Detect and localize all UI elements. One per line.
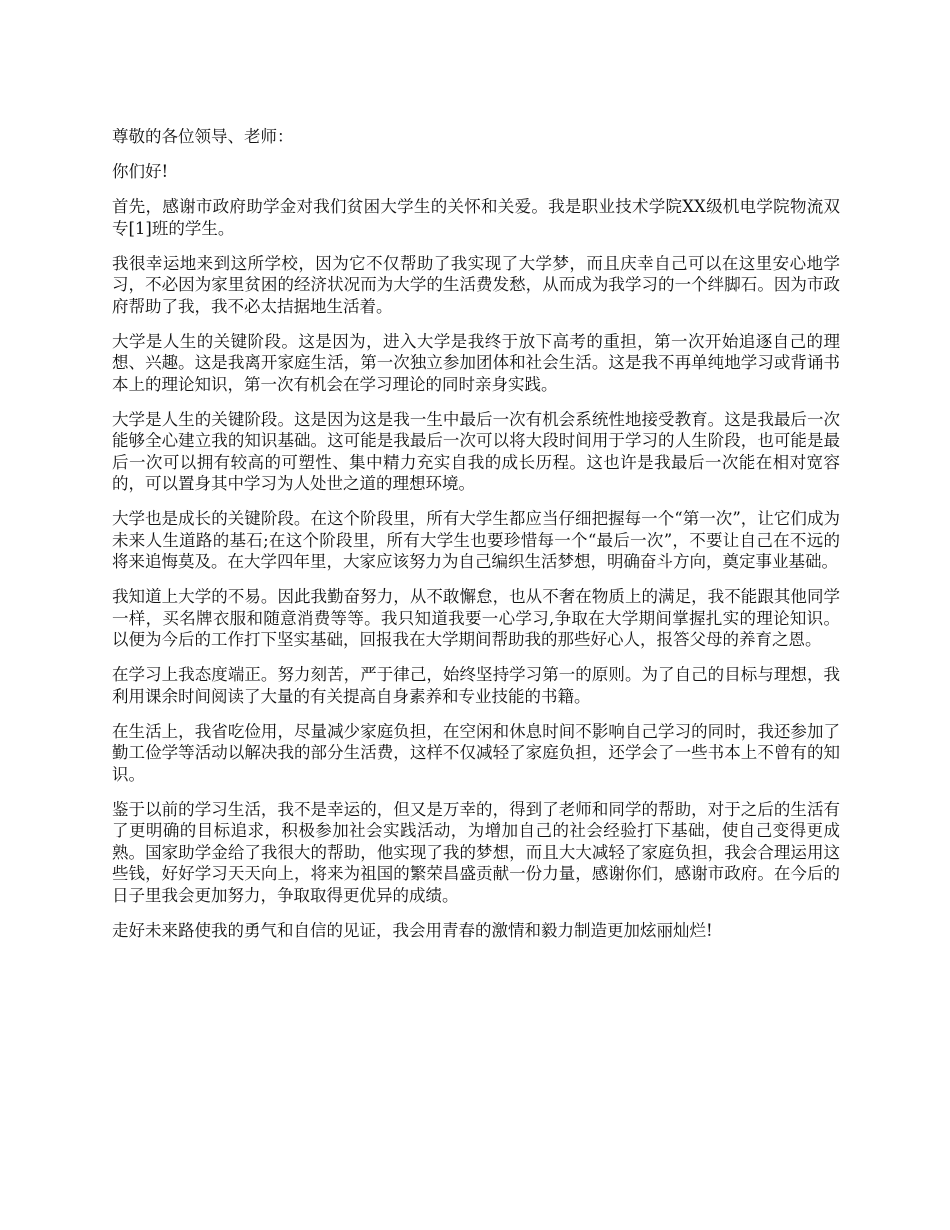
closing-paragraph: 走好未来路使我的勇气和自信的见证，我会用青春的激情和毅力制造更加炫丽灿烂! <box>112 920 713 940</box>
body-paragraph: 在生活上，我省吃俭用，尽量减少家庭负担，在空闲和休息时间不影响自己学习的同时，我还参加了勤工俭学等活动以解决我的部分生活费，这样不仅减轻了家庭负担，还学会了一些书本上不曾有的知识。 <box>112 721 840 784</box>
document-page <box>112 126 840 955</box>
body-paragraph: 我知道上大学的不易。因此我勤奋努力，从不敢懈怠，也从不奢在物质上的满足，我不能跟其他同学一样，买名牌衣服和随意消费等等。我只知道我要一心学习,争取在大学期间掌握扎实的理论知识。以便为今后的工作打下坚实基础，回报我在大学期间帮助我的那些好心人，报答父母的养育之恩。 <box>112 587 840 649</box>
salutation: 尊敬的各位领导、老师： <box>112 127 294 146</box>
body-paragraph: 鉴于以前的学习生活，我不是幸运的，但又是万幸的，得到了老师和同学的帮助，对于之后的生活有了更明确的目标追求，积极参加社会实践活动，为增加自己的社会经验打下基础，使自己变得更成熟。国家助学金给了我很大的帮助，他实现了我的梦想，而且大大减轻了家庭负担，我会合理运用这些钱，好好学习天天向上，将来为祖国的繁荣昌盛贡献一份力量，感谢你们，感谢市政府。在今后的日子里我会更加努力，争取取得更优异的成绩。 <box>112 799 840 905</box>
greeting: 你们好! <box>112 162 169 181</box>
body-paragraph: 我很幸运地来到这所学校，因为它不仅帮助了我实现了大学梦，而且庆幸自己可以在这里安心地学习，不必因为家里贫困的经济状况而为大学的生活费发愁，从而成为我学习的一个绊脚石。因为市政府帮助了我，我不必太拮据地生活着。 <box>112 253 840 316</box>
body-paragraph: 大学也是成长的关键阶段。在这个阶段里，所有大学生都应当仔细把握每一个“第一次”，让它们成为未来人生道路的基石;在这个阶段里，所有大学生也要珍惜每一个“最后一次”，不要让自己在不远的将来追悔莫及。在大学四年里，大家应该努力为自己编织生活梦想，明确奋斗方向，奠定事业基础。 <box>112 509 840 571</box>
body-paragraph: 大学是人生的关键阶段。这是因为，进入大学是我终于放下高考的重担，第一次开始追逐自己的理想、兴趣。这是我离开家庭生活，第一次独立参加团体和社会生活。这是我不再单纯地学习或背诵书本上的理论知识，第一次有机会在学习理论的同时亲身实践。 <box>112 331 840 394</box>
body-paragraph: 首先，感谢市政府助学金对我们贫困大学生的关怀和关爱。我是职业技术学院XX级机电学院物流双专[1]班的学生。 <box>112 197 840 238</box>
body-paragraph: 大学是人生的关键阶段。这是因为这是我一生中最后一次有机会系统性地接受教育。这是我最后一次能够全心建立我的知识基础。这可能是我最后一次可以将大段时间用于学习的人生阶段，也可能是最后一次可以拥有较高的可塑性、集中精力充实自我的成长历程。这也许是我最后一次能在相对宽容的，可以置身其中学习为人处世之道的理想环境。 <box>112 409 840 493</box>
body-paragraph: 在学习上我态度端正。努力刻苦，严于律己，始终坚持学习第一的原则。为了自己的目标与理想，我利用课余时间阅读了大量的有关提高自身素养和专业技能的书籍。 <box>112 665 840 706</box>
